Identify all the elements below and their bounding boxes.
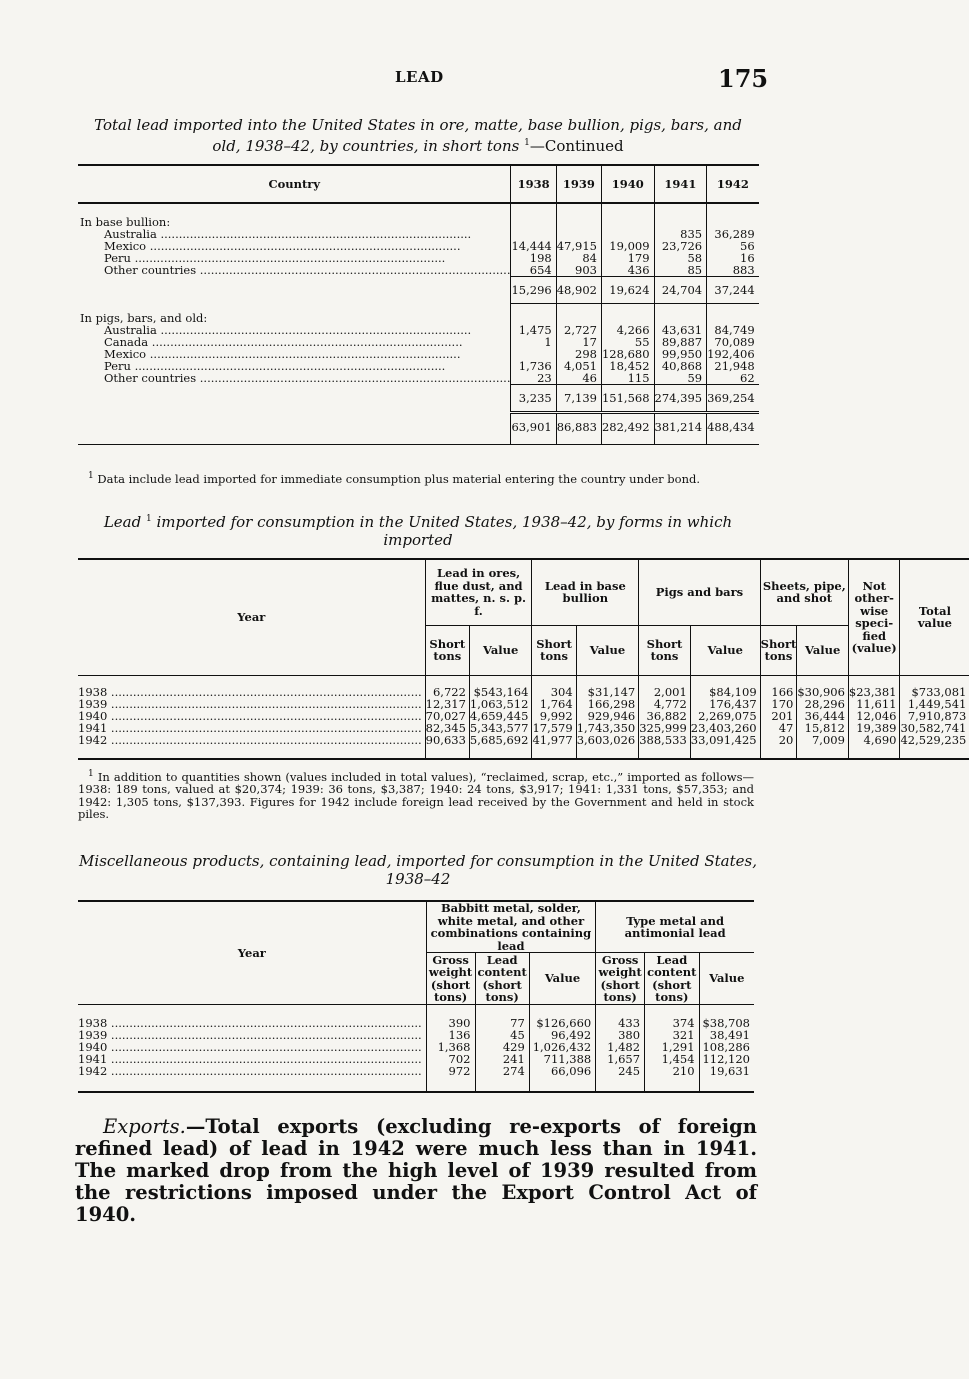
cell-value: 66,096	[529, 1065, 595, 1077]
row-year: 1940 .....	[78, 710, 425, 722]
cell-value: $543,164	[469, 686, 532, 698]
cell-value: 1,063,512	[469, 698, 532, 710]
cell-value: 45	[475, 1029, 529, 1041]
cell-value: 1,454	[645, 1053, 699, 1065]
table3-misc-products	[78, 900, 754, 1093]
table-row: Australia ..... 1,475 2,727 4,266 43,631 84,749	[78, 324, 759, 336]
cell-value: $23,381	[848, 686, 900, 698]
row-year: 1938 .....	[78, 686, 425, 698]
cell-value: 170	[760, 698, 797, 710]
table-row: Mexico ..... 298 128,680 99,950 192,406	[78, 348, 759, 360]
table2-footnote: $^1$ In addition to quantities shown (values included in total values), “reclaimed, scrap, etc.,” imported as follows—1938: 189 tons, valued at $20,374; 1939: 36 tons, $3,387; 1940: 24 tons, $3,917; 1941: 1,331 tons, $57,353; and 1942: 1,305 tons, $137,393. Figures for 1942 include foreign lead received by the Government and held in stock piles.	[78, 769, 755, 822]
exports-paragraph: Exports.—Total exports (excluding re-exports of foreign refined lead) of lead in 1942 were much less than in 1941. The marked drop from the high level of 1939 resulted from the restrictions imposed under the Export Control Act of 1940.	[75, 1115, 757, 1226]
cell-value: 702	[426, 1053, 475, 1065]
col-header-value: Value	[529, 953, 595, 1005]
row-year: 1939 .....	[78, 1029, 426, 1041]
cell-value: 245	[596, 1065, 645, 1077]
row-year: 1940 .....	[78, 1041, 426, 1053]
table-header-row	[78, 165, 759, 203]
col-header-short-tons: Short tons	[639, 625, 691, 675]
cell-value: 82,345	[425, 722, 469, 734]
cell-value: 33,091,425	[690, 734, 760, 746]
col-group-sheets: Sheets, pipe, and shot	[760, 559, 848, 625]
col-header-year: 1940	[601, 165, 654, 203]
subtotal-row: 15,296 48,902 19,624 24,704 37,244	[78, 277, 759, 304]
cell-value: 6,722	[425, 686, 469, 698]
table-row: Peru ..... 198 84 179 58 16	[78, 252, 759, 264]
cell-value: 19,631	[699, 1065, 754, 1077]
cell-value: 17,579	[532, 722, 576, 734]
cell-value: 1,026,432	[529, 1041, 595, 1053]
cell-value: 5,685,692	[469, 734, 532, 746]
cell-value: 108,286	[699, 1041, 754, 1053]
cell-value: 166,298	[576, 698, 639, 710]
cell-value: 19,389	[848, 722, 900, 734]
col-header-not-otherwise: Not other-wise speci-fied (value)	[848, 559, 900, 675]
cell-value: 176,437	[690, 698, 760, 710]
cell-value: 70,027	[425, 710, 469, 722]
cell-value: 12,317	[425, 698, 469, 710]
cell-value: 4,772	[639, 698, 691, 710]
cell-value: $38,708	[699, 1017, 754, 1029]
col-header-gross-weight: Gross weight (short tons)	[426, 953, 475, 1005]
col-group-pigs-bars: Pigs and bars	[639, 559, 760, 625]
cell-value: 325,999	[639, 722, 691, 734]
col-header-year: 1938	[511, 165, 556, 203]
cell-value: $733,081	[900, 686, 969, 698]
table1-imports-by-country	[78, 164, 759, 445]
col-header-year: 1941	[654, 165, 707, 203]
table-row: Canada ..... 1 17 55 89,887 70,089	[78, 336, 759, 348]
cell-value: 274	[475, 1065, 529, 1077]
table-row: Mexico ..... 14,444 47,915 19,009 23,726 56	[78, 240, 759, 252]
cell-value: 166	[760, 686, 797, 698]
cell-value: 41,977	[532, 734, 576, 746]
col-header-short-tons: Short tons	[760, 625, 797, 675]
cell-value: 28,296	[797, 698, 849, 710]
cell-value: $84,109	[690, 686, 760, 698]
cell-value: 1,657	[596, 1053, 645, 1065]
cell-value: 136	[426, 1029, 475, 1041]
col-header-value: Value	[576, 625, 639, 675]
cell-value: 7,910,873	[900, 710, 969, 722]
table2-imports-by-form	[78, 558, 969, 760]
cell-value: 42,529,235	[900, 734, 969, 746]
col-group-type-metal: Type metal and antimonial lead	[596, 901, 754, 953]
col-header-value: Value	[699, 953, 754, 1005]
col-header-value: Value	[469, 625, 532, 675]
cell-value: 972	[426, 1065, 475, 1077]
table1-footnote: $^1$ Data include lead imported for immediate consumption plus material entering the country under bond.	[88, 471, 701, 486]
cell-value: 1,291	[645, 1041, 699, 1053]
col-header-year: 1939	[556, 165, 601, 203]
cell-value: 36,444	[797, 710, 849, 722]
exports-heading: Exports.	[103, 1115, 186, 1138]
col-header-lead-content: Lead content (short tons)	[475, 953, 529, 1005]
cell-value: 210	[645, 1065, 699, 1077]
cell-value: 20	[760, 734, 797, 746]
row-year: 1942 .....	[78, 734, 425, 746]
col-header-short-tons: Short tons	[532, 625, 576, 675]
col-header-short-tons: Short tons	[425, 625, 469, 675]
cell-value: 1,449,541	[900, 698, 969, 710]
row-year: 1939 .....	[78, 698, 425, 710]
col-header-year: 1942	[707, 165, 759, 203]
cell-value: $126,660	[529, 1017, 595, 1029]
cell-value: 1,743,350	[576, 722, 639, 734]
cell-value: 433	[596, 1017, 645, 1029]
col-header-country: Country	[78, 165, 511, 203]
cell-value: 15,812	[797, 722, 849, 734]
col-group-base-bullion: Lead in base bullion	[532, 559, 639, 625]
row-year: 1942 .....	[78, 1065, 426, 1077]
cell-value: 929,946	[576, 710, 639, 722]
cell-value: 47	[760, 722, 797, 734]
col-header-lead-content: Lead content (short tons)	[645, 953, 699, 1005]
cell-value: 112,120	[699, 1053, 754, 1065]
table-row	[78, 734, 969, 746]
cell-value: 23,403,260	[690, 722, 760, 734]
table2-caption: Lead $^1$ imported for consumption in the United States, 1938–42, by forms in which imported	[103, 513, 733, 549]
group-label: In base bullion:	[80, 215, 171, 229]
cell-value: 36,882	[639, 710, 691, 722]
cell-value: 388,533	[639, 734, 691, 746]
cell-value: 1,764	[532, 698, 576, 710]
table-row	[78, 686, 969, 698]
cell-value: 3,603,026	[576, 734, 639, 746]
table-row: Other countries ..... 654 903 436 85 883	[78, 264, 759, 277]
cell-value: 390	[426, 1017, 475, 1029]
cell-value: 90,633	[425, 734, 469, 746]
group-label: In pigs, bars, and old:	[80, 310, 208, 325]
col-header-total-value: Total value	[900, 559, 969, 675]
col-header-year: Year	[78, 559, 425, 675]
cell-value: 5,343,577	[469, 722, 532, 734]
table3-caption: Miscellaneous products, containing lead, imported for consumption in the United States, 1938–42	[79, 852, 757, 888]
cell-value: 38,491	[699, 1029, 754, 1041]
col-header-value: Value	[690, 625, 760, 675]
cell-value: $31,147	[576, 686, 639, 698]
cell-value: 12,046	[848, 710, 900, 722]
table-row	[78, 710, 969, 722]
row-year: 1941 .....	[78, 1053, 426, 1065]
page-number: 175	[718, 64, 769, 93]
col-header-gross-weight: Gross weight (short tons)	[596, 953, 645, 1005]
table-row: Australia ..... 835 36,289	[78, 228, 759, 240]
cell-value: 321	[645, 1029, 699, 1041]
table-row	[78, 698, 969, 710]
cell-value: 241	[475, 1053, 529, 1065]
cell-value: 1,368	[426, 1041, 475, 1053]
cell-value: 201	[760, 710, 797, 722]
row-year: 1941 .....	[78, 722, 425, 734]
cell-value: 30,582,741	[900, 722, 969, 734]
table1-caption: Total lead imported into the United States in ore, matte, base bullion, pigs, bars, and old, 1938–42, by countries, in short tons $^1$—Continued	[94, 116, 742, 155]
cell-value: 96,492	[529, 1029, 595, 1041]
table-row: Peru ..... 1,736 4,051 18,452 40,868 21,948	[78, 360, 759, 372]
grand-total-row: 63,901 86,883 282,492 381,214 488,434	[78, 412, 759, 440]
col-group-babbitt: Babbitt metal, solder, white metal, and other combinations containing lead	[426, 901, 596, 953]
cell-value: 11,611	[848, 698, 900, 710]
cell-value: 380	[596, 1029, 645, 1041]
cell-value: 4,659,445	[469, 710, 532, 722]
cell-value: 374	[645, 1017, 699, 1029]
subtotal-row: 3,235 7,139 151,568 274,395 369,254	[78, 384, 759, 412]
cell-value: 429	[475, 1041, 529, 1053]
col-header-year: Year	[78, 901, 426, 1005]
cell-value: 711,388	[529, 1053, 595, 1065]
cell-value: 7,009	[797, 734, 849, 746]
cell-value: 2,269,075	[690, 710, 760, 722]
row-year: 1938 .....	[78, 1017, 426, 1029]
cell-value: 4,690	[848, 734, 900, 746]
col-header-value: Value	[797, 625, 849, 675]
cell-value: $30,906	[797, 686, 849, 698]
cell-value: 1,482	[596, 1041, 645, 1053]
cell-value: 9,992	[532, 710, 576, 722]
cell-value: 2,001	[639, 686, 691, 698]
col-group-ores: Lead in ores, flue dust, and mattes, n. s. p. f.	[425, 559, 532, 625]
cell-value: 77	[475, 1017, 529, 1029]
table-row	[78, 1065, 754, 1077]
running-head: LEAD	[395, 68, 444, 86]
table-row: Other countries ..... 23 46 115 59 62	[78, 372, 759, 385]
cell-value: 304	[532, 686, 576, 698]
table-row	[78, 722, 969, 734]
